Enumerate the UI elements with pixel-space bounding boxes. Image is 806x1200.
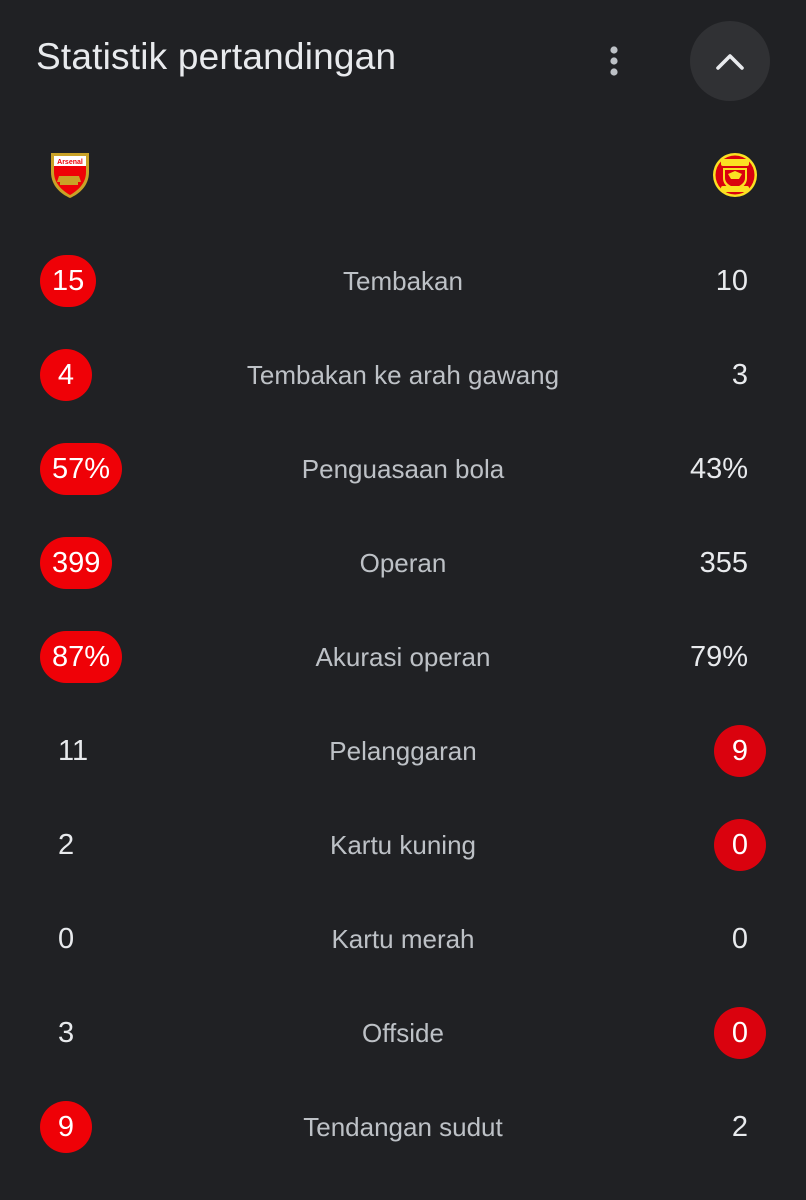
arsenal-crest-icon (46, 150, 94, 200)
more-vert-icon (608, 44, 620, 78)
stat-row (0, 892, 806, 986)
away-stat-value (714, 1080, 766, 1174)
home-stat-value (40, 610, 122, 704)
stat-label: Kartu merah (331, 923, 475, 954)
away-stat-value (690, 610, 766, 704)
home-leader-badge: 399 (40, 537, 112, 589)
home-leader-badge: 9 (40, 1101, 92, 1153)
stat-row (0, 422, 806, 516)
stat-row (0, 798, 806, 892)
stat-row (0, 1080, 806, 1174)
home-stat-value (40, 328, 92, 422)
home-leader-badge: 4 (40, 349, 92, 401)
home-stat-value (40, 892, 92, 986)
home-leader-badge: 87% (40, 631, 122, 683)
stat-label: Pelanggaran (329, 735, 477, 766)
away-value-text: 43% (689, 452, 748, 485)
stat-row (0, 704, 806, 798)
away-value-text: 0 (731, 922, 748, 955)
more-options-button[interactable] (592, 38, 636, 84)
chevron-up-icon (715, 51, 745, 71)
stat-label: Tembakan (343, 265, 463, 296)
away-value-text: 2 (731, 1110, 748, 1143)
home-stat-value (40, 234, 96, 328)
manchester-united-crest-icon (711, 150, 759, 200)
stat-row (0, 234, 806, 328)
home-stat-value (40, 704, 92, 798)
stat-label: Offside (362, 1017, 444, 1048)
away-stat-value (714, 798, 766, 892)
home-value-text: 2 (58, 828, 75, 861)
home-team-crest[interactable] (46, 150, 94, 200)
away-stat-value (714, 704, 766, 798)
away-value-text: 79% (689, 640, 748, 673)
away-stat-value (714, 986, 766, 1080)
away-stat-value (700, 516, 766, 610)
away-leader-badge: 0 (714, 819, 766, 871)
stat-label: Tembakan ke arah gawang (246, 359, 560, 390)
home-stat-value (40, 798, 92, 892)
page-title: Statistik pertandingan (36, 36, 397, 77)
home-value-text: 3 (58, 1016, 75, 1049)
stat-row (0, 516, 806, 610)
stat-row (0, 610, 806, 704)
away-value-text: 10 (715, 264, 748, 297)
away-value-text: 355 (699, 546, 748, 579)
match-stats-header (0, 0, 806, 120)
stat-label: Penguasaan bola (301, 453, 505, 484)
collapse-button[interactable] (690, 21, 770, 101)
stats-list (0, 234, 806, 1174)
crest-text: Arsenal (57, 159, 83, 166)
stat-label: Akurasi operan (315, 641, 491, 672)
home-value-text: 0 (58, 922, 75, 955)
away-stat-value (714, 892, 766, 986)
away-stat-value (714, 234, 766, 328)
stat-label: Operan (359, 547, 447, 578)
away-leader-badge: 0 (714, 1007, 766, 1059)
away-team-crest[interactable] (711, 150, 759, 200)
stat-label: Kartu kuning (330, 829, 476, 860)
away-stat-value (690, 422, 766, 516)
stat-row (0, 986, 806, 1080)
stat-row (0, 328, 806, 422)
away-stat-value (714, 328, 766, 422)
home-stat-value (40, 986, 92, 1080)
stat-label: Tendangan sudut (303, 1111, 503, 1142)
away-value-text: 3 (731, 358, 748, 391)
home-leader-badge: 57% (40, 443, 122, 495)
home-stat-value (40, 1080, 92, 1174)
away-leader-badge: 9 (714, 725, 766, 777)
home-stat-value (40, 516, 112, 610)
home-stat-value (40, 422, 122, 516)
home-value-text: 11 (58, 734, 89, 767)
home-leader-badge: 15 (40, 255, 96, 307)
